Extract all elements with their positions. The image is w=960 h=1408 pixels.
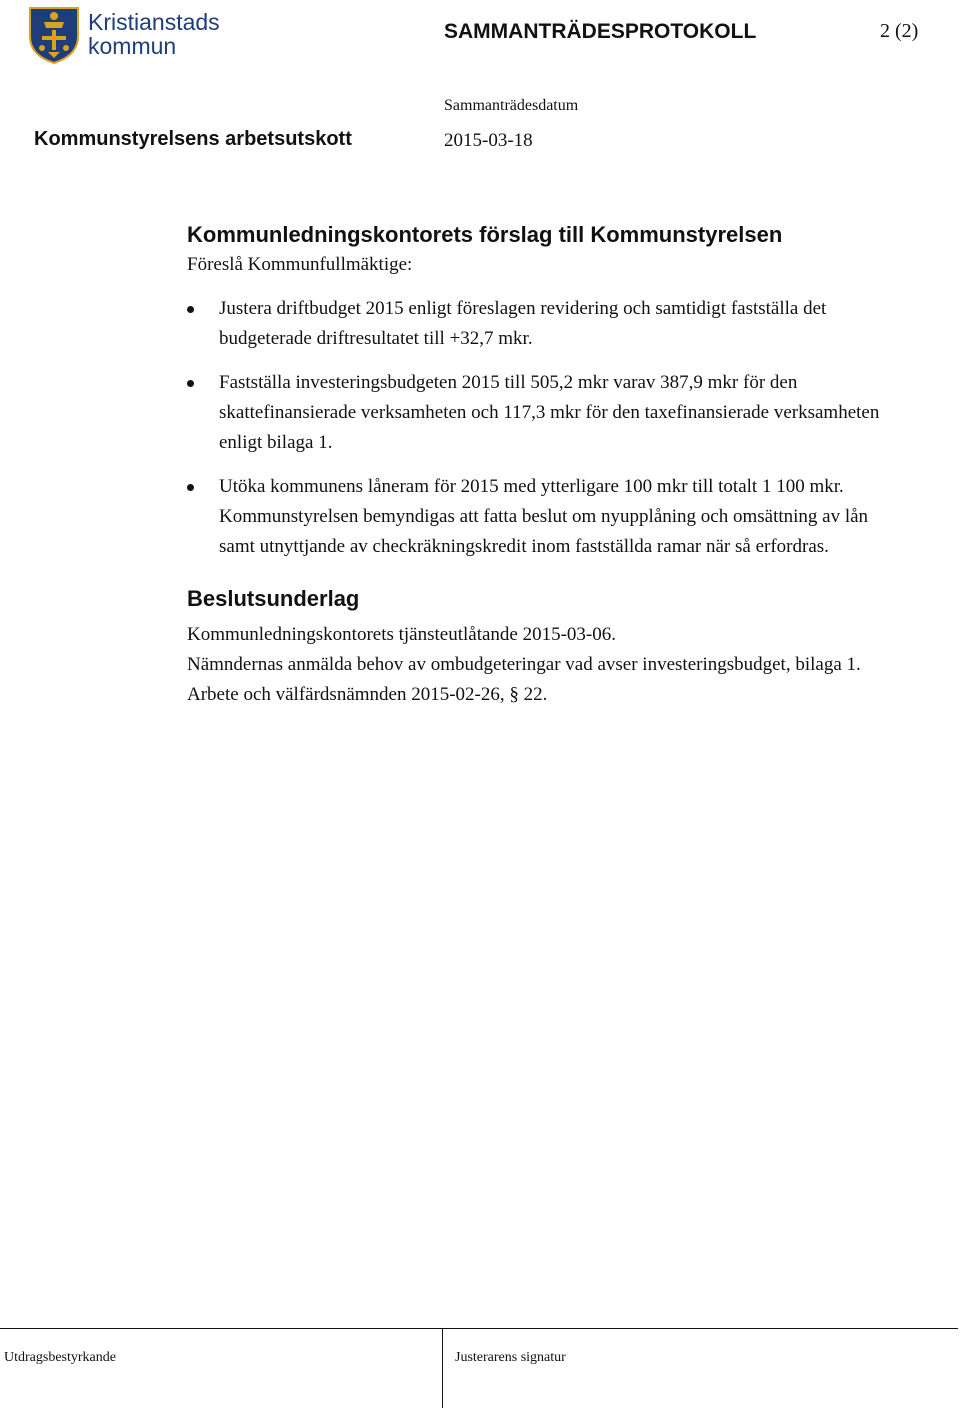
bullet-icon [187, 380, 194, 387]
basis-list [187, 620, 887, 710]
list-item [187, 368, 887, 458]
signature-footer [0, 1328, 960, 1408]
meeting-date: 2015-03-18 [444, 130, 533, 151]
list-item-text: Utöka kommunens låneram för 2015 med ytterligare 100 mkr till totalt 1 100 mkr. Kommunstyrelsen bemyndigas att fatta beslut om nyupplåning och omsättning av lån samt utnyttjande av checkräkningskredit inom fastställda ramar när så erfordras. [219, 476, 869, 557]
basis-line: Kommunledningskontorets tjänsteutlåtande 2015-03-06. [187, 624, 617, 645]
municipality-logo [28, 6, 218, 64]
logo-wordmark [88, 10, 220, 58]
meeting-date-label: Sammanträdesdatum [444, 97, 579, 114]
footer-divider [0, 1328, 958, 1329]
list-item-text: Fastställa investeringsbudgeten 2015 till 505,2 mkr varav 387,9 mkr för den skattefinansierade verksamheten och 117,3 mkr för den taxefinansierade verksamheten enligt bilaga 1. [219, 372, 880, 453]
list-item-text: Justera driftbudget 2015 enligt föreslagen revidering och samtidigt fastställa det budgeterade driftresultatet till +32,7 mkr. [219, 298, 827, 349]
document-body [187, 220, 887, 710]
basis-line: Arbete och välfärdsnämnden 2015-02-26, § 22. [187, 684, 548, 705]
coat-of-arms-icon [28, 6, 80, 64]
bullet-icon [187, 484, 194, 491]
basis-heading: Beslutsunderlag [187, 586, 360, 611]
logo-line-1: Kristianstads [88, 9, 220, 35]
logo-line-2: kommun [88, 33, 177, 59]
bullet-icon [187, 306, 194, 313]
proposal-heading: Kommunledningskontorets förslag till Kommunstyrelsen [187, 222, 783, 247]
list-item [187, 294, 887, 354]
committee-name: Kommunstyrelsens arbetsutskott [34, 128, 352, 150]
adjuster-signature-label: Justerarens signatur [455, 1350, 566, 1365]
proposal-list [187, 294, 887, 562]
list-item [187, 472, 887, 562]
footer-column-divider [442, 1328, 443, 1408]
basis-line: Nämndernas anmälda behov av ombudgeteringar vad avser investeringsbudget, bilaga 1. [187, 654, 861, 675]
document-type: SAMMANTRÄDESPROTOKOLL [444, 20, 757, 43]
certification-label: Utdragsbestyrkande [4, 1350, 116, 1365]
page-number: 2 (2) [880, 20, 919, 42]
proposal-intro: Föreslå Kommunfullmäktige: [187, 254, 413, 275]
